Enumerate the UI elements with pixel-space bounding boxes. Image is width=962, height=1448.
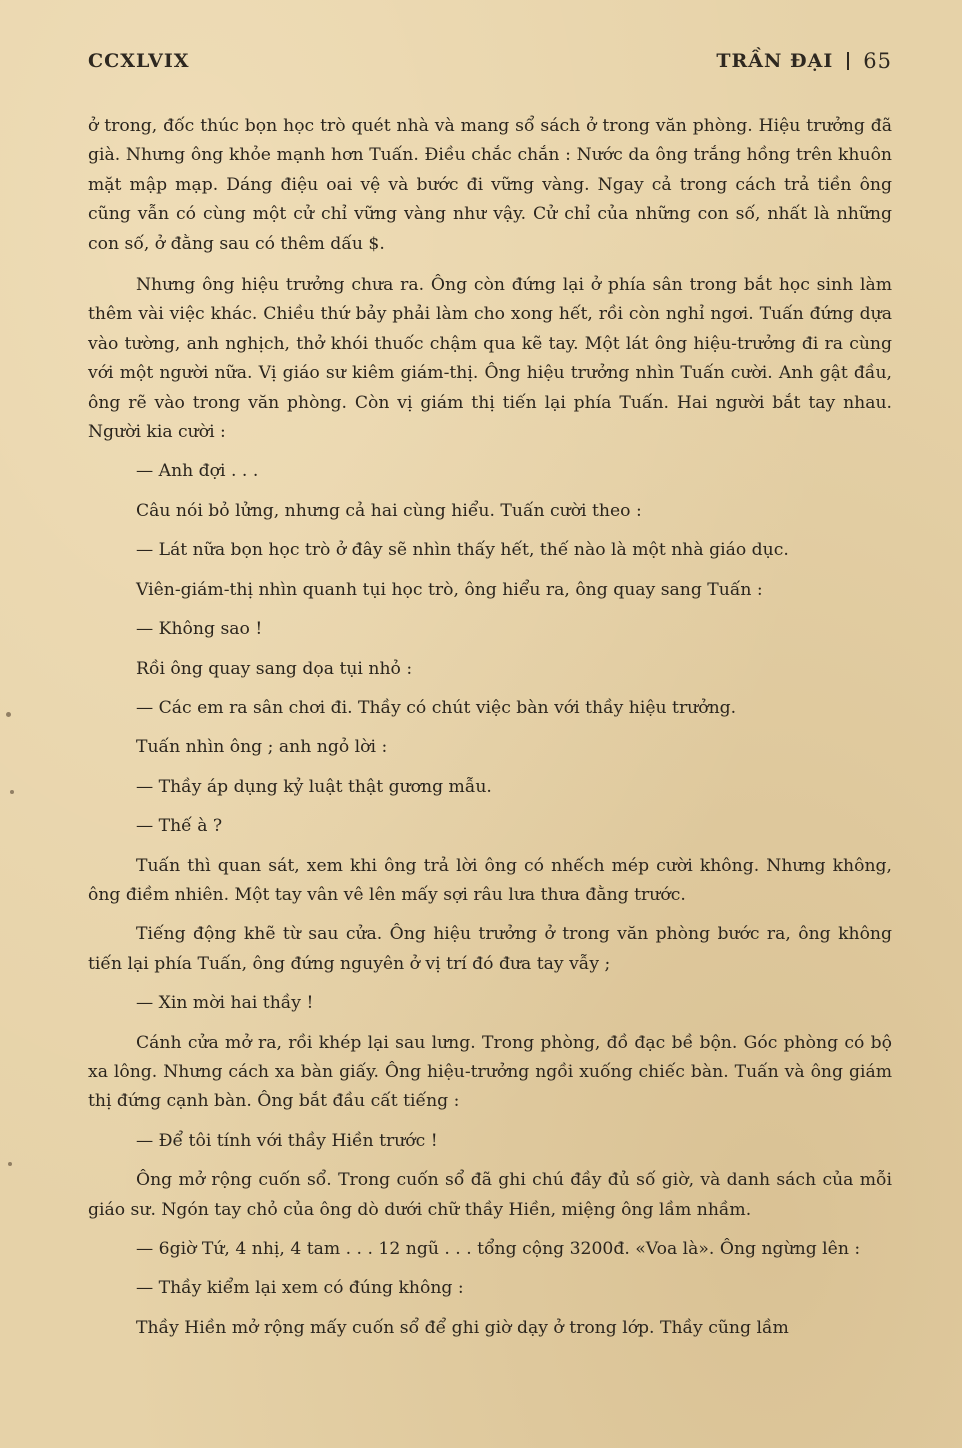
dialogue-line: — Để tôi tính với thầy Hiền trước ! [136, 1130, 438, 1151]
paragraph: Tuấn nhìn ông ; anh ngỏ lời : [136, 737, 388, 758]
paragraph: Ông mở rộng cuốn sổ. Trong cuốn sổ đã ghi chú đầy đủ số giờ, và danh sách của mỗi giáo sư. Ngón tay chỏ của ông dò dưới chữ thầy Hiền, miệng ông lầm nhầm. [88, 1170, 892, 1220]
paragraph: Tuấn thì quan sát, xem khi ông trả lời ông có nhếch mép cười không. Nhưng không, ông điềm nhiên. Một tay vân vê lên mấy sợi râu lưa thưa đằng trước. [88, 855, 892, 905]
paper-speck [6, 712, 11, 717]
paragraph: Tiếng động khẽ từ sau cửa. Ông hiệu trưởng ở trong văn phòng bước ra, ông không tiến lại phía Tuấn, ông đứng nguyên ở vị trí đó đưa tay vẫy ; [88, 924, 892, 974]
body-text [88, 112, 892, 1343]
paragraph: Viên-giám-thị nhìn quanh tụi học trò, ông hiểu ra, ông quay sang Tuấn : [136, 579, 763, 600]
chapter-numeral: CCXLVIX [88, 50, 190, 72]
dialogue-line: — Lát nữa bọn học trò ở đây sẽ nhìn thấy hết, thế nào là một nhà giáo dục. [136, 540, 789, 561]
paragraph: Nhưng ông hiệu trưởng chưa ra. Ông còn đứng lại ở phía sân trong bắt học sinh làm thêm vài việc khác. Chiều thứ bảy phải làm cho xong hết, rồi còn nghỉ ngơi. Tuấn đứng dựa vào tường, anh nghịch, thở khói thuốc chậm qua kẽ tay. Một lát ông hiệu-trưởng đi ra cùng với một người nữa. Vị giáo sư kiêm giám-thị. Ông hiệu trưởng nhìn Tuấn cười. Anh gật đầu, ông rẽ vào trong văn phòng. Còn vị giám thị tiến lại phía Tuấn. Hai người bắt tay nhau. Người kia cười : [88, 275, 892, 443]
dialogue-line: — Không sao ! [136, 619, 263, 640]
dialogue-line: — Xin mời hai thầy ! [136, 993, 314, 1014]
paper-speck [8, 1162, 12, 1166]
page-number: 65 [863, 49, 892, 73]
paragraph: ở trong, đốc thúc bọn học trò quét nhà và mang sổ sách ở trong văn phòng. Hiệu trưởng đã già. Nhưng ông khỏe mạnh hơn Tuấn. Điều chắc chắn : Nước da ông trắng hồng trên khuôn mặt mập mạp. Dáng điệu oai vệ và bước đi vững vàng. Ngay cả trong cách trả tiền ông cũng vẫn có cùng một cử chỉ vững vàng như vậy. Cử chỉ của những con số, nhất là những con số, ở đằng sau có thêm dấu $. [88, 116, 892, 254]
paper-speck [10, 790, 14, 794]
paragraph: — 6giờ Tứ, 4 nhị, 4 tam . . . 12 ngũ . . . tổng cộng 3200đ. «Voa là». Ông ngừng lên : [136, 1239, 861, 1259]
paragraph: Thầy Hiền mở rộng mấy cuốn sổ để ghi giờ dạy ở trong lớp. Thầy cũng lầm [136, 1317, 789, 1338]
dialogue-line: — Thầy kiểm lại xem có đúng không : [136, 1278, 464, 1299]
running-header-right [716, 49, 892, 73]
paragraph: Rồi ông quay sang dọa tụi nhỏ : [136, 658, 413, 679]
paragraph: Câu nói bỏ lửng, nhưng cả hai cùng hiểu. Tuấn cười theo : [136, 500, 642, 521]
running-header [88, 46, 892, 76]
dialogue-line: — Thầy áp dụng kỷ luật thật gương mẫu. [136, 776, 492, 797]
dialogue-line: — Thế à ? [136, 816, 223, 837]
paragraph: Cánh cửa mở ra, rồi khép lại sau lưng. Trong phòng, đồ đạc bề bộn. Góc phòng có bộ xa lông. Nhưng cách xa bàn giấy. Ông hiệu-trưởng ngồi xuống chiếc bàn. Tuấn và ông giám thị đứng cạnh bàn. Ông bắt đầu cất tiếng : [88, 1032, 892, 1112]
author-name: TRẦN ĐẠI [716, 50, 834, 72]
dialogue-line: — Anh đợi . . . [136, 461, 259, 482]
header-separator [847, 52, 849, 70]
dialogue-line: — Các em ra sân chơi đi. Thầy có chút việc bàn với thầy hiệu trưởng. [136, 697, 737, 718]
